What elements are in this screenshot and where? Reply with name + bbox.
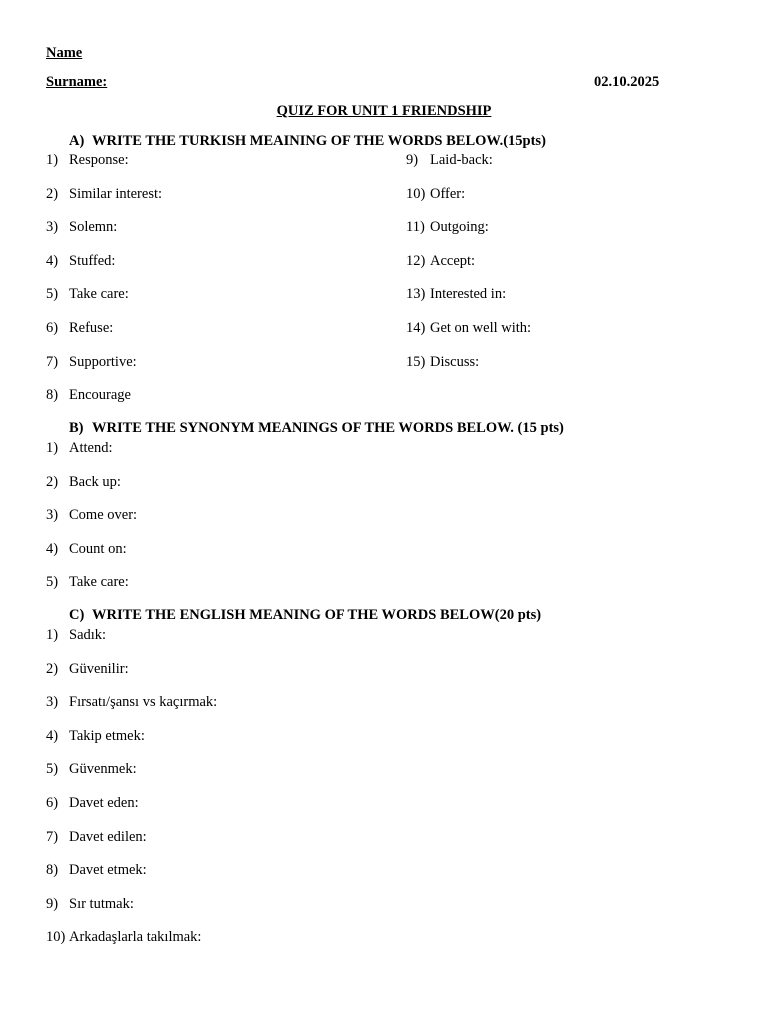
item-word: Take care: (69, 286, 129, 303)
item-word: Güvenilir: (69, 660, 129, 677)
item-number: 3) (46, 507, 59, 524)
item-number: 4) (46, 252, 59, 269)
item-word: Back up: (69, 473, 121, 490)
item-number: 9) (46, 895, 59, 912)
section-a-letter: A) (69, 133, 85, 149)
item-number: 12) (406, 252, 426, 269)
item-number: 11) (406, 219, 425, 236)
item-number: 1) (46, 627, 59, 643)
item-word: Attend: (69, 440, 113, 456)
item-number: 2) (46, 473, 59, 490)
item-word: Encourage (69, 387, 131, 404)
item-number: 14) (406, 320, 426, 336)
item-number: 5) (46, 574, 59, 591)
surname-label: Surname: (46, 74, 108, 90)
item-number: 6) (46, 795, 59, 811)
item-word: Similar interest: (69, 185, 163, 202)
item-word: Take care: (69, 574, 129, 591)
item-word: Fırsatı/şansı vs kaçırmak: (69, 694, 218, 711)
item-number: 1) (46, 152, 59, 168)
item-number: 7) (46, 353, 59, 370)
section-a-heading: WRITE THE TURKISH MEAINING OF THE WORDS BELOW.(15pts) (92, 133, 546, 149)
quiz-title-text: QUIZ FOR UNIT 1 FRIENDSHIP (276, 103, 492, 119)
item-number: 3) (46, 219, 59, 236)
item-word: Laid-back: (430, 152, 493, 168)
item-number: 6) (46, 320, 59, 336)
item-number: 8) (46, 862, 59, 879)
item-word: Davet edilen: (69, 828, 147, 845)
item-number: 5) (46, 286, 59, 303)
section-c-letter: C) (69, 607, 85, 623)
item-word: Accept: (430, 252, 476, 269)
item-number: 1) (46, 440, 59, 456)
quiz-title (0, 102, 768, 120)
section-b-letter: B) (69, 420, 84, 436)
item-word: Arkadaşlarla takılmak: (69, 929, 202, 946)
item-word: Stuffed: (69, 252, 116, 269)
item-word: Come over: (69, 507, 138, 524)
item-word: Outgoing: (430, 219, 489, 236)
item-word: Güvenmek: (69, 761, 137, 778)
item-number: 7) (46, 828, 59, 845)
item-word: Get on well with: (430, 320, 532, 336)
item-number: 4) (46, 727, 59, 744)
item-number: 9) (406, 152, 419, 168)
item-number: 10) (406, 185, 426, 202)
item-number: 8) (46, 387, 59, 404)
item-word: Solemn: (69, 219, 118, 236)
section-c-heading: WRITE THE ENGLISH MEANING OF THE WORDS BELOW(20 pts) (92, 607, 542, 623)
item-word: Takip etmek: (69, 727, 145, 744)
item-word: Interested in: (430, 286, 507, 303)
item-word: Sadık: (69, 627, 107, 643)
item-word: Sır tutmak: (69, 895, 134, 912)
item-word: Offer: (430, 185, 466, 202)
section-b-heading: WRITE THE SYNONYM MEANINGS OF THE WORDS BELOW. (15 pts) (92, 420, 564, 436)
item-number: 5) (46, 761, 59, 778)
item-word: Davet eden: (69, 795, 139, 811)
item-word: Discuss: (430, 353, 480, 370)
item-number: 4) (46, 540, 59, 557)
item-number: 15) (406, 353, 426, 370)
item-number: 13) (406, 286, 426, 303)
item-number: 2) (46, 660, 59, 677)
item-number: 3) (46, 694, 59, 711)
quiz-date: 02.10.2025 (594, 74, 660, 90)
item-word: Count on: (69, 540, 127, 557)
item-word: Supportive: (69, 353, 137, 370)
item-number: 2) (46, 185, 59, 202)
item-word: Refuse: (69, 320, 114, 336)
item-number: 10) (46, 929, 66, 946)
item-word: Response: (69, 152, 129, 168)
name-label: Name (46, 45, 83, 61)
item-word: Davet etmek: (69, 862, 147, 879)
